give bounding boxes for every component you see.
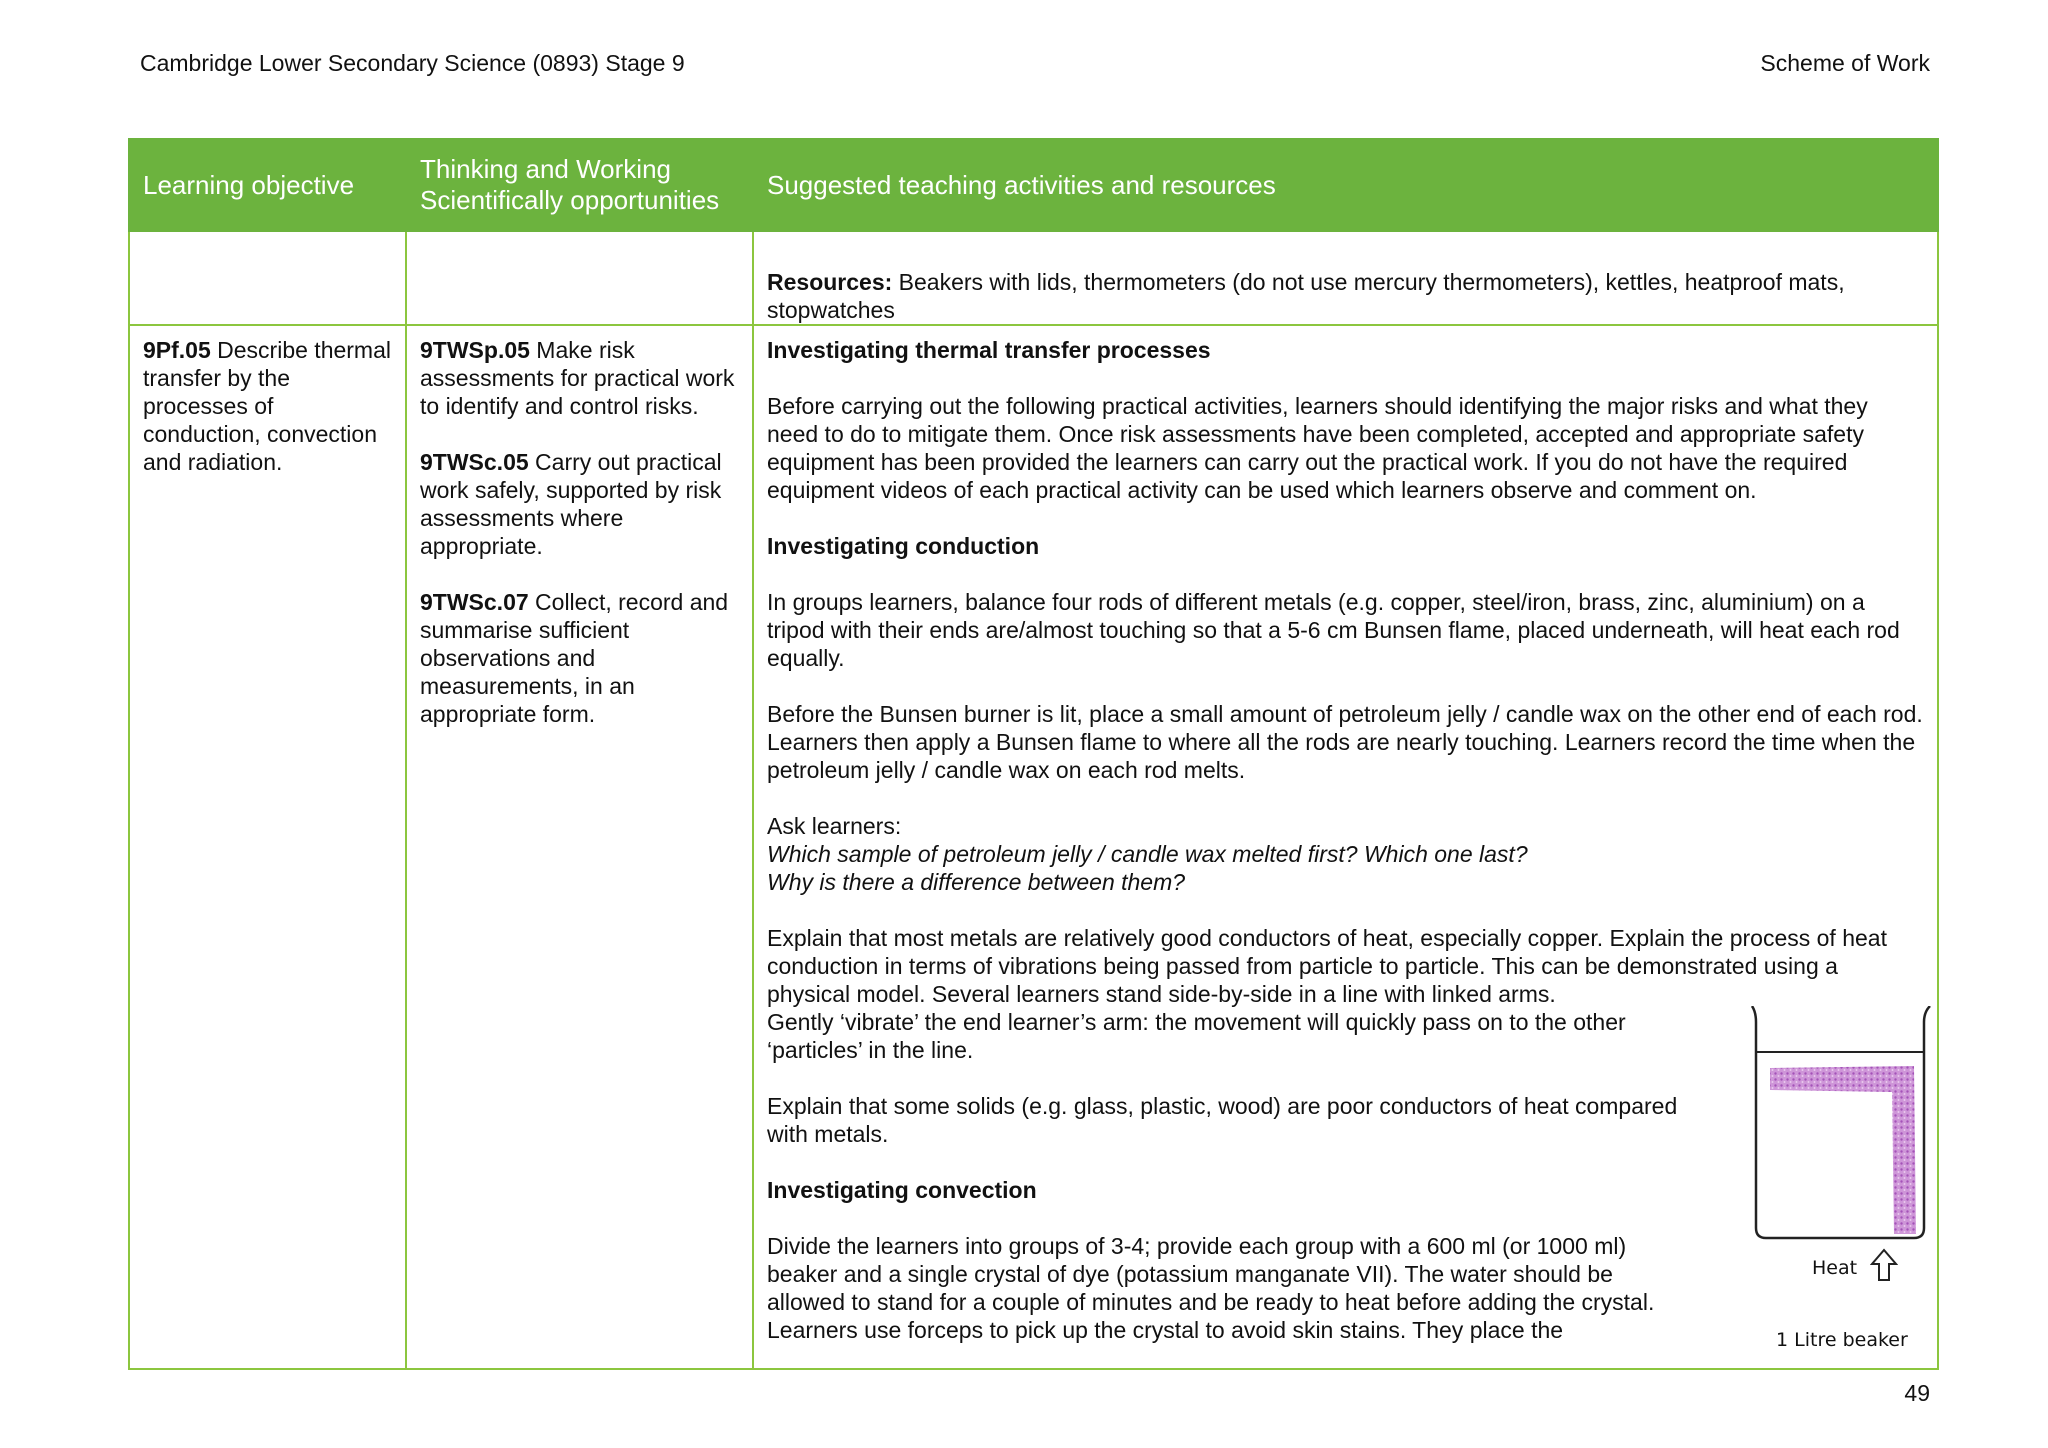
resources-twsp-cell	[406, 231, 753, 325]
activities-paragraph: Explain that most metals are relatively good conductors of heat, especially copper. Explain the process of heat conduction in terms of vibrations being passed from particle to particle. This can be demonstrated using a physical model. Several learners stand side-by-side in a line with linked arms.	[767, 925, 1887, 1007]
resources-cell	[753, 231, 1938, 325]
heading-thermal-transfer: Investigating thermal transfer processes	[767, 337, 1211, 363]
table-row-objective	[129, 325, 1938, 1369]
activities-paragraph: Explain that some solids (e.g. glass, plastic, wood) are poor conductors of heat compared with metals.	[767, 1093, 1678, 1147]
resources-objective-cell	[129, 231, 406, 325]
twsp-cell	[406, 325, 753, 1369]
resources-label: Resources:	[767, 269, 893, 295]
column-header-learning-objective: Learning objective	[129, 139, 406, 231]
activities-paragraph: Before carrying out the following practical activities, learners should identifying the major risks and what they need to do to mitigate them. Once risk assessments have been completed, accepted and appropriate safety equipment has been provided the learners can carry out the practical work. If you do not have the required equipment videos of each practical activity can be used which learners observe and comment on.	[767, 393, 1868, 503]
document-header-title: Cambridge Lower Secondary Science (0893) Stage 9	[140, 50, 685, 76]
activities-paragraph: Divide the learners into groups of 3-4; provide each group with a 600 ml (or 1000 ml) beaker and a single crystal of dye (potassium manganate VII). The water should be allowed to stand for a couple of minutes and be ready to heat before adding the crystal. Learners use forceps to pick up the crystal to avoid skin stains. They place the	[767, 1233, 1655, 1343]
column-header-twsp	[406, 139, 753, 231]
activities-cell	[753, 325, 1938, 1369]
column-header-twsp-line2: Scientifically opportunities	[420, 185, 720, 215]
column-header-activities: Suggested teaching activities and resources	[753, 139, 1938, 231]
twsp-item	[420, 588, 739, 728]
scheme-of-work-table	[128, 138, 1939, 1370]
beaker-caption: 1 Litre beaker	[1776, 1329, 1908, 1351]
twsp-code: 9TWSc.05	[420, 449, 529, 475]
heading-conduction: Investigating conduction	[767, 533, 1040, 559]
twsp-code: 9TWSp.05	[420, 337, 530, 363]
twsp-item	[420, 336, 739, 420]
twsp-code: 9TWSc.07	[420, 589, 529, 615]
beaker-diagram	[1744, 1006, 1964, 1376]
heat-label: Heat	[1812, 1257, 1858, 1279]
twsp-text: Collect, record and summarise sufficient observations and measurements, in an appropriate form.	[420, 589, 729, 727]
dye-convection-current	[1770, 1066, 1916, 1234]
column-header-twsp-line1: Thinking and Working	[420, 154, 671, 184]
twsp-item	[420, 448, 739, 560]
activities-paragraph: In groups learners, balance four rods of different metals (e.g. copper, steel/iron, brass, zinc, aluminium) on a tripod with their ends are/almost touching so that a 5-6 cm Bunsen flame, placed underneath, will heat each rod equally.	[767, 589, 1900, 671]
resources-text: Beakers with lids, thermometers (do not use mercury thermometers), kettles, heatproof mats, stopwatches	[767, 269, 1845, 323]
activities-heading	[767, 336, 1924, 364]
heat-arrow-icon	[1870, 1248, 1898, 1282]
document-header-label: Scheme of Work	[1760, 50, 1930, 76]
twsp-text: Carry out practical work safely, supported by risk assessments where appropriate.	[420, 449, 722, 559]
objective-code: 9Pf.05	[143, 337, 211, 363]
beaker-drawing	[1744, 1006, 1964, 1256]
page-number: 49	[1904, 1380, 1930, 1406]
objective-text: Describe thermal transfer by the processes of conduction, convection and radiation.	[143, 337, 391, 475]
objective-cell	[129, 325, 406, 1369]
activities-paragraph: Before the Bunsen burner is lit, place a small amount of petroleum jelly / candle wax on the other end of each rod. Learners then apply a Bunsen flame to where all the rods are nearly touching. Learners record the time when the petroleum jelly / candle wax on each rod melts.	[767, 701, 1923, 783]
activities-heading	[767, 532, 1924, 560]
question-1: Which sample of petroleum jelly / candle wax melted first? Which one last?	[767, 841, 1528, 867]
heading-convection: Investigating convection	[767, 1177, 1037, 1203]
ask-learners-label: Ask learners:	[767, 813, 902, 839]
twsp-text: Make risk assessments for practical work to identify and control risks.	[420, 337, 735, 419]
table-row-resources	[129, 231, 1938, 325]
activities-paragraph: Gently ‘vibrate’ the end learner’s arm: the movement will quickly pass on to the other ‘particles’ in the line.	[767, 1009, 1626, 1063]
table-header-row	[129, 139, 1938, 231]
question-2: Why is there a difference between them?	[767, 869, 1186, 895]
